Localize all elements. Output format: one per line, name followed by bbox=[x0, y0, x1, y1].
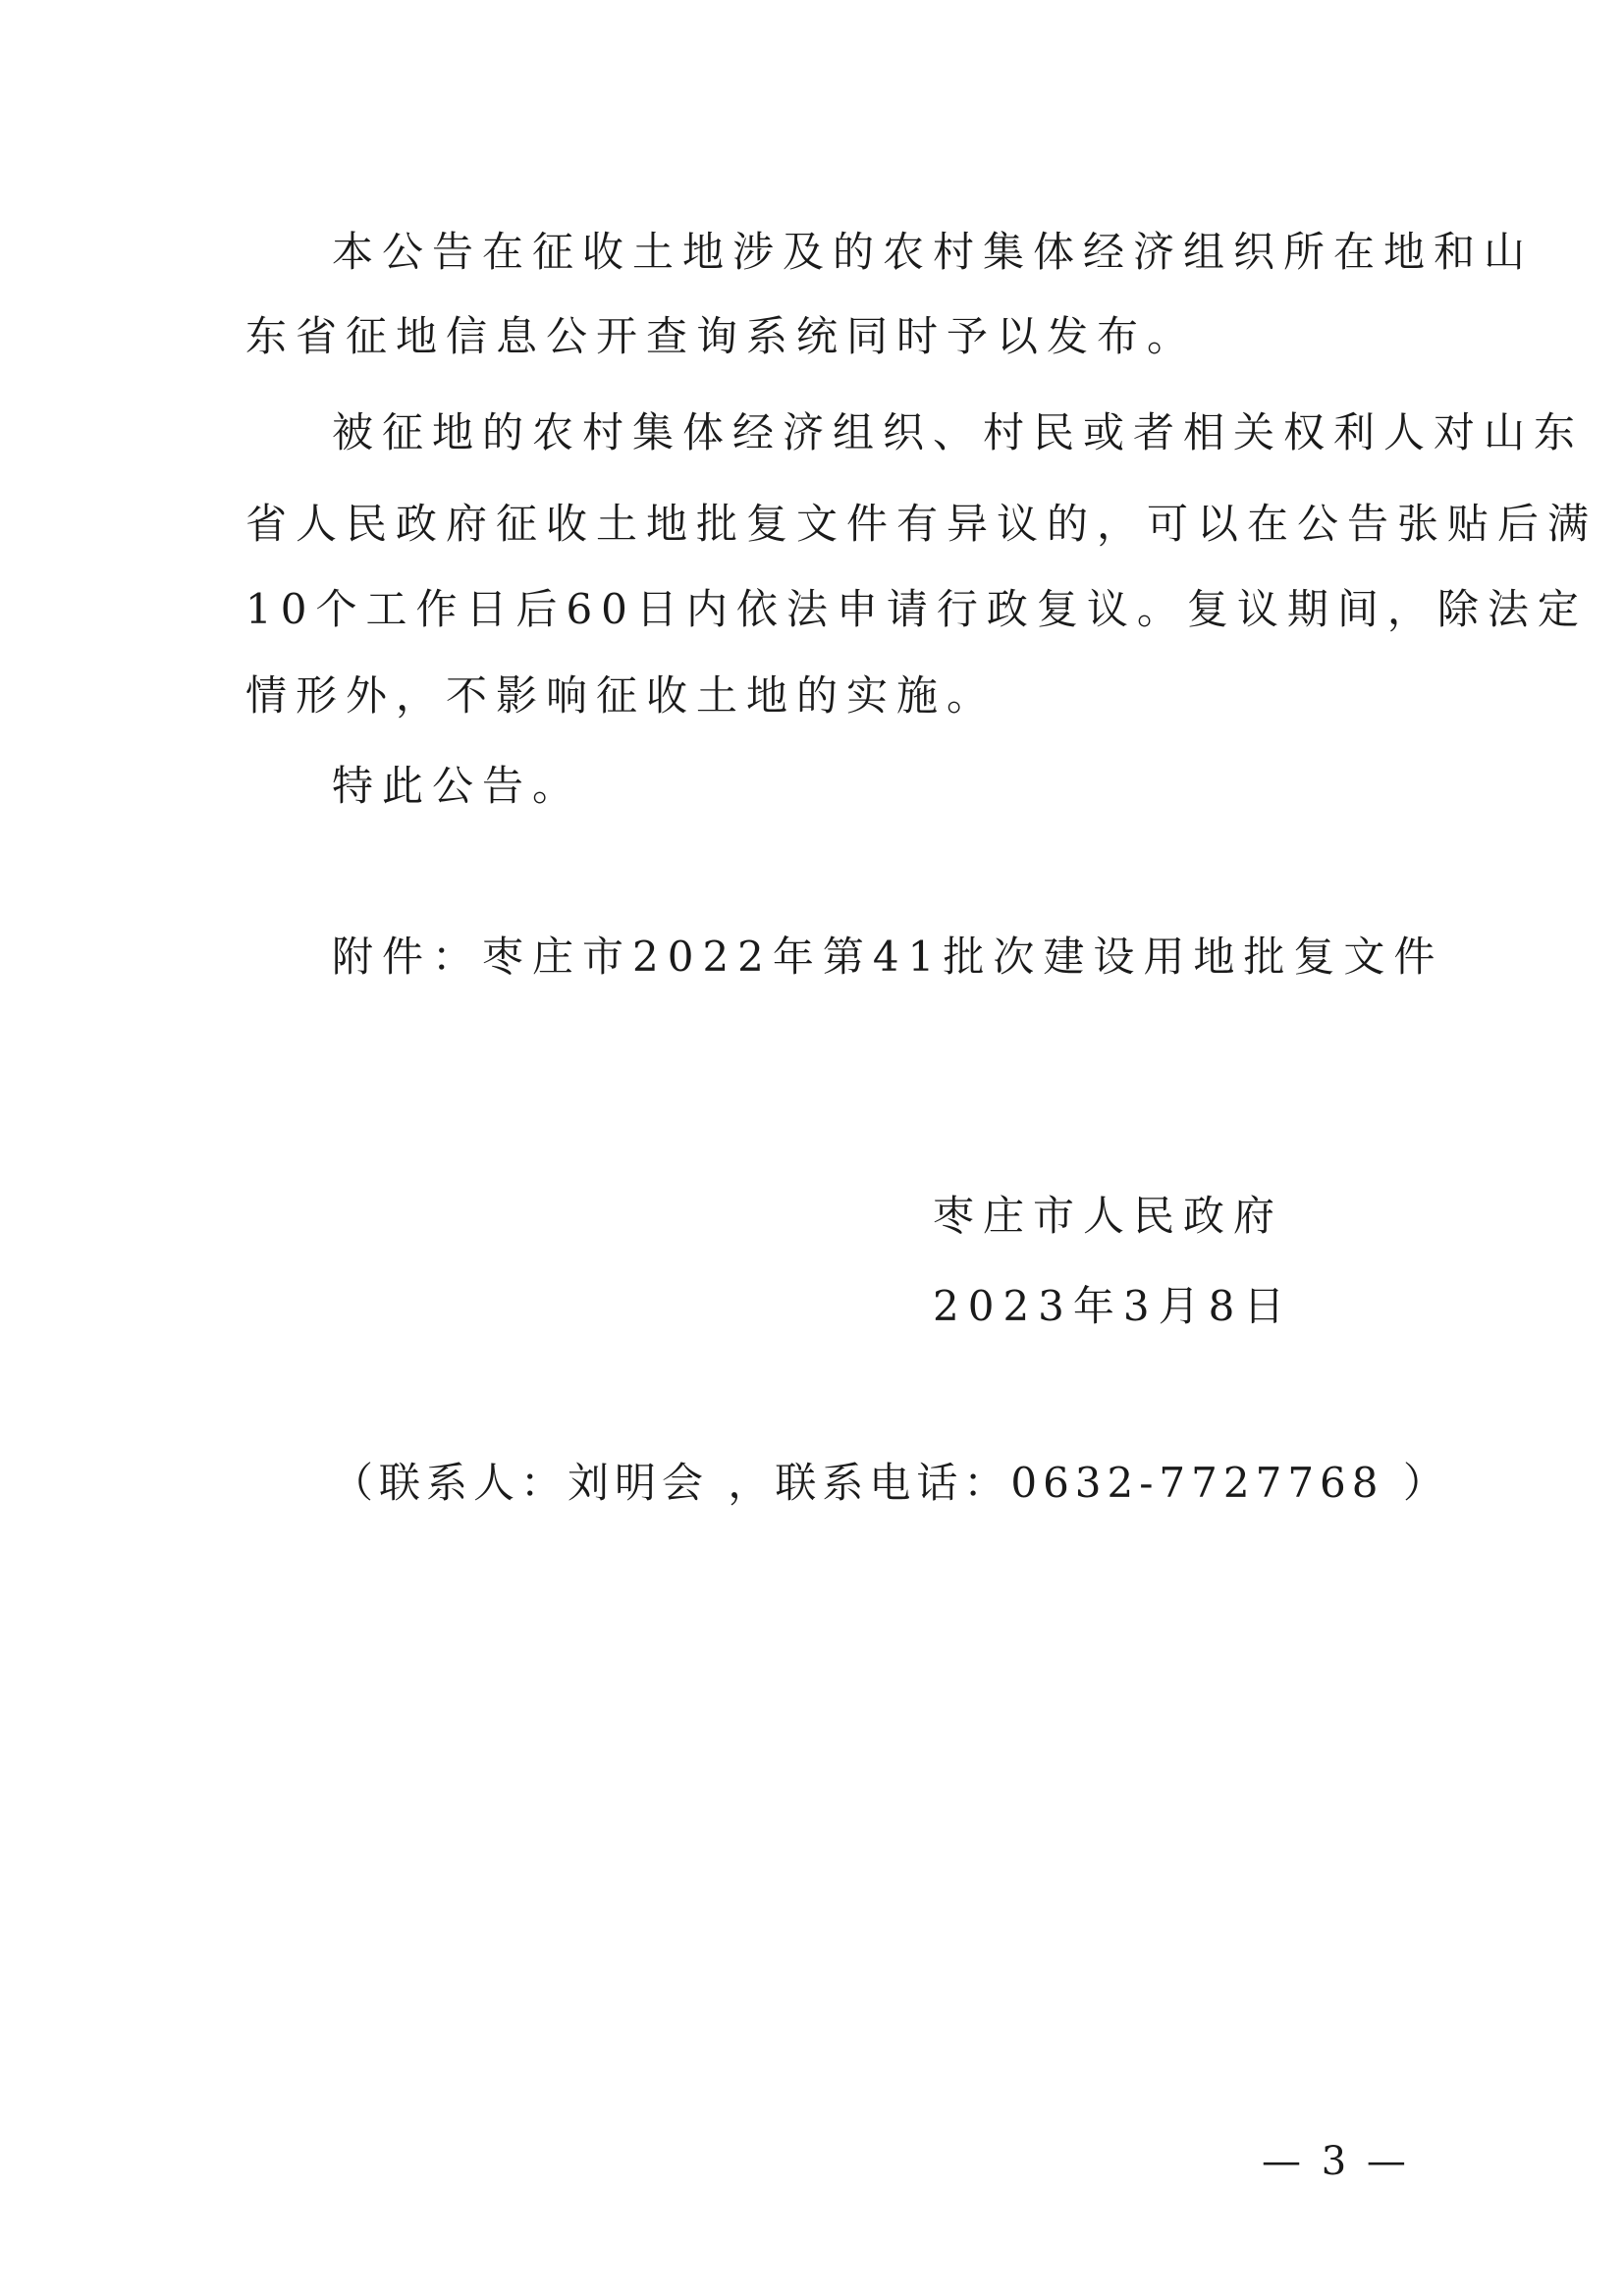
issuer-name: 枣庄市人民政府 bbox=[933, 1192, 1284, 1240]
paragraph-2-line-2: 省人民政府征收土地批复文件有异议的，可以在公告张贴后满 bbox=[245, 500, 1598, 548]
page-number: — 3 — bbox=[1262, 2139, 1410, 2184]
paragraph-2-line-1: 被征地的农村集体经济组织、村民或者相关权利人对山东 bbox=[332, 408, 1585, 456]
paragraph-2-line-3: 10个工作日后60日内依法申请行政复议。复议期间，除法定 bbox=[245, 585, 1588, 633]
issue-date: 2023年3月8日 bbox=[933, 1282, 1294, 1330]
paragraph-2-line-4: 情形外，不影响征收土地的实施。 bbox=[245, 671, 998, 720]
attachment-line: 附件：枣庄市2022年第41批次建设用地批复文件 bbox=[332, 933, 1444, 981]
paragraph-1-line-1: 本公告在征收土地涉及的农村集体经济组织所在地和山 bbox=[332, 228, 1535, 276]
closing-text: 特此公告。 bbox=[332, 762, 583, 810]
contact-info: （联系人：刘明会 ，联系电话：0632-7727768 ） bbox=[332, 1459, 1450, 1507]
paragraph-1-line-2: 东省征地信息公开查询系统同时予以发布。 bbox=[245, 312, 1198, 360]
